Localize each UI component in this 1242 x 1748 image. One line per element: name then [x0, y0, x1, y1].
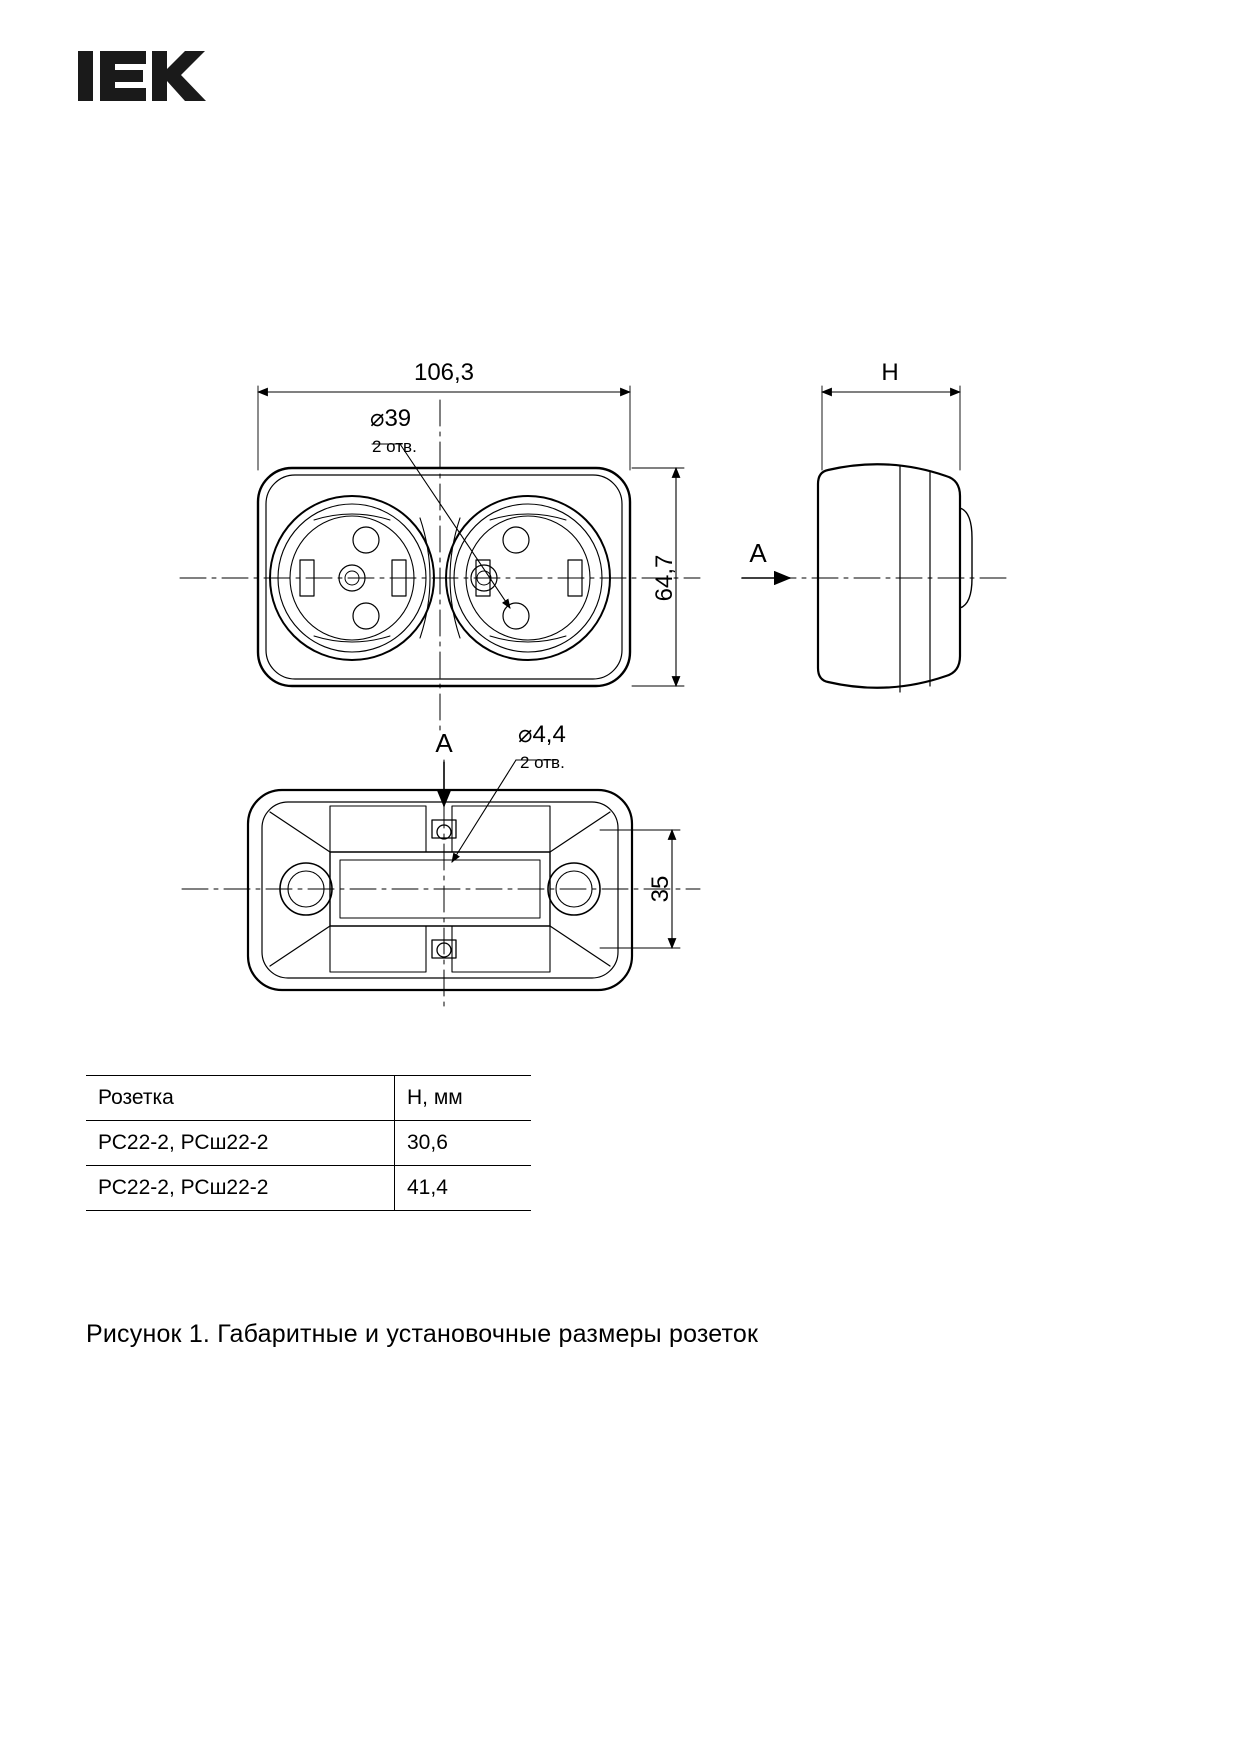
dim-label-35: 35	[647, 875, 674, 903]
dimension-height-side	[822, 386, 960, 470]
table-cell-height: 30,6	[395, 1121, 532, 1166]
table-header-height: H, мм	[395, 1076, 532, 1121]
section-label-a-bottom: A	[435, 728, 453, 758]
figure-caption: Рисунок 1. Габаритные и установочные размеры розеток	[86, 1320, 759, 1348]
dim-label-height-side: H	[881, 359, 899, 386]
section-label-a-side: A	[749, 538, 767, 568]
leader-dia44	[452, 760, 556, 862]
dim-label-height-front: 64,7	[651, 554, 678, 602]
dim-note-dia39: 2 отв.	[372, 437, 417, 456]
table-cell-socket: РС22-2, РСш22-2	[86, 1166, 395, 1211]
dim-label-dia44: ⌀4,4	[518, 721, 566, 748]
table-row	[86, 1166, 531, 1211]
table-cell-height: 41,4	[395, 1166, 532, 1211]
table-header-row	[86, 1076, 531, 1121]
bottom-view-body	[248, 790, 632, 990]
table-row	[86, 1121, 531, 1166]
front-view-body	[258, 468, 630, 686]
table-header-socket: Розетка	[86, 1076, 395, 1121]
dim-label-width-front: 106,3	[413, 359, 475, 386]
table-cell-socket: РС22-2, РСш22-2	[86, 1121, 395, 1166]
dim-note-dia44: 2 отв.	[520, 753, 565, 772]
dimension-width-front	[258, 386, 630, 470]
dim-label-dia39: ⌀39	[370, 405, 412, 432]
specification-table	[86, 1075, 531, 1211]
